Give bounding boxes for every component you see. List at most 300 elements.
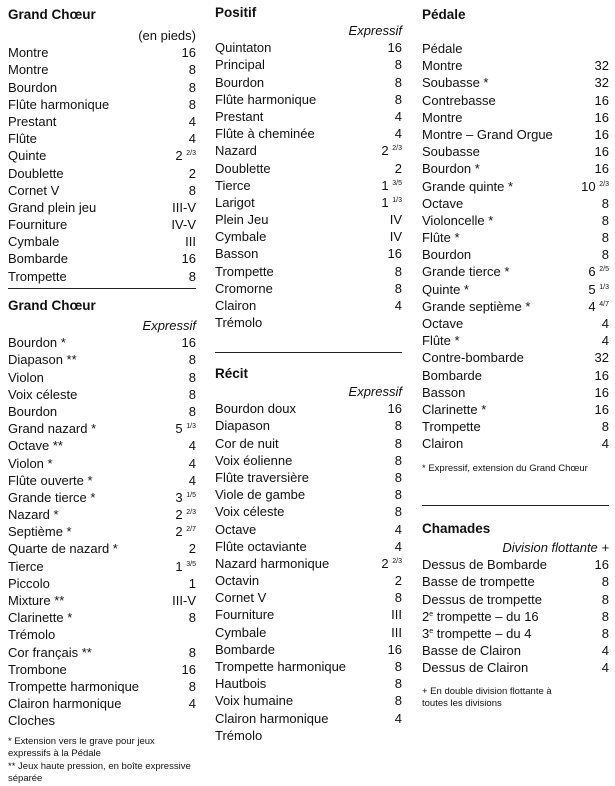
- division-subtitle: (en pieds): [138, 28, 196, 43]
- stop-pitch-value: 8: [394, 418, 402, 434]
- stop-pitch: [588, 298, 609, 315]
- stop-pitch-value: 4: [394, 521, 402, 537]
- stop-name: Grande tierce *: [8, 489, 96, 505]
- stop-row: [422, 384, 609, 401]
- stop-name: Clarinette *: [8, 610, 73, 626]
- stop-pitch: [581, 178, 609, 195]
- stop-pitch-fraction: 2/3: [599, 180, 609, 188]
- stop-row: [215, 521, 402, 538]
- stop-pitch-value: 8: [394, 659, 402, 674]
- stop-pitch-value: 4: [601, 436, 609, 452]
- stop-pitch: [189, 403, 196, 420]
- division-title: Chamades: [422, 521, 491, 536]
- stop-name: Grande tierce *: [422, 264, 510, 280]
- stop-row: [215, 228, 402, 245]
- stop-pitch: [395, 125, 402, 142]
- stop-pitch-value: 16: [181, 335, 196, 351]
- stop-row: [215, 314, 402, 331]
- stop-name: Bourdon: [8, 79, 58, 95]
- stop-row: [422, 40, 609, 57]
- stop-row: [422, 625, 609, 642]
- stop-pitch: [395, 589, 402, 606]
- stop-pitch-value: 16: [181, 251, 196, 267]
- stop-pitch: [395, 56, 402, 73]
- stop-row: [422, 298, 609, 315]
- stop-row: [215, 658, 402, 675]
- stop-pitch: [395, 280, 402, 297]
- stop-row: [422, 126, 609, 143]
- stop-name: Octave: [422, 195, 464, 211]
- footnote: ** Jeux haute pression, en boîte expressive séparée: [8, 760, 191, 784]
- stop-pitch-value: 8: [601, 608, 609, 624]
- stop-pitch: [395, 74, 402, 91]
- stop-name: Flûte *: [422, 333, 460, 349]
- stop-row: [8, 455, 196, 472]
- stop-pitch-fraction: 3/5: [392, 179, 402, 187]
- stop-pitch: [172, 199, 196, 216]
- stop-pitch-value: IV: [389, 229, 402, 245]
- stop-name: Clairon: [422, 436, 464, 452]
- stop-pitch: [395, 160, 402, 177]
- stop-row: [8, 386, 196, 403]
- stop-name: Mixture **: [8, 593, 65, 608]
- stop-row: [8, 96, 196, 113]
- stop-row: [215, 641, 402, 658]
- stop-pitch-value: 8: [394, 676, 402, 692]
- stop-row: [215, 727, 402, 744]
- stop-name-ordinal-suffix: e: [429, 627, 434, 635]
- stop-pitch-fraction: 2/3: [186, 150, 196, 158]
- stop-row: [215, 194, 402, 211]
- stop-row: [422, 143, 609, 160]
- stop-name: Cromorne: [215, 280, 273, 296]
- stop-name: Bourdon: [215, 74, 265, 90]
- stop-row: [8, 79, 196, 96]
- stop-pitch: [602, 332, 609, 349]
- stop-pitch-fraction: 1/3: [599, 283, 609, 291]
- stop-pitch-value: 8: [601, 574, 609, 590]
- stop-row: [215, 108, 402, 125]
- stop-name: Cloches: [8, 713, 55, 729]
- stop-name: Dessus de trompette: [422, 591, 542, 607]
- footnote: * Extension vers le grave pour jeux expressifs à la Pédale: [8, 735, 155, 759]
- stop-name: Flûte harmonique: [8, 96, 110, 112]
- stop-pitch: [395, 538, 402, 555]
- stop-name: Voix humaine: [215, 693, 294, 709]
- stop-name: Montre: [8, 45, 49, 61]
- stop-pitch: [189, 182, 196, 199]
- stop-pitch-value: 2: [381, 555, 389, 571]
- stop-name: Grand nazard *: [8, 421, 97, 437]
- stop-row: [422, 573, 609, 590]
- stop-pitch: [602, 315, 609, 332]
- stop-pitch: [395, 452, 402, 469]
- stop-name: Bombarde: [215, 641, 275, 657]
- stop-name: Piccolo: [8, 575, 50, 591]
- stop-pitch: [175, 558, 196, 575]
- stop-pitch: [189, 609, 196, 626]
- division-recit: [215, 365, 402, 744]
- stop-row: [215, 503, 402, 520]
- stop-row: [215, 417, 402, 434]
- stop-pitch: [189, 96, 196, 113]
- stop-row: [8, 420, 196, 437]
- stop-row: [8, 575, 196, 592]
- stop-pitch-value: 4: [394, 710, 402, 726]
- stop-name: Bourdon: [8, 403, 58, 419]
- stop-pitch-value: 8: [601, 212, 609, 228]
- stop-pitch-value: 8: [601, 625, 609, 641]
- stop-name: Principal: [215, 57, 265, 73]
- stop-pitch: [189, 678, 196, 695]
- stop-pitch: [595, 556, 609, 573]
- stop-name: Basson: [215, 246, 259, 262]
- stop-pitch: [182, 334, 196, 351]
- stop-row: [422, 178, 609, 195]
- stop-pitch: [189, 165, 196, 182]
- stop-row: [8, 268, 196, 285]
- stop-pitch-value: 16: [594, 144, 609, 160]
- stop-pitch: [189, 695, 196, 712]
- stop-name: Violoncelle *: [422, 212, 494, 228]
- stop-name-rest: trompette – du 4: [433, 625, 532, 641]
- stop-pitch-value: 10: [581, 178, 596, 194]
- stop-pitch-value: 16: [387, 641, 402, 657]
- stop-row: [8, 61, 196, 78]
- stop-row: [215, 606, 402, 623]
- stop-name: Quinte: [8, 148, 47, 164]
- stop-pitch: [391, 624, 402, 641]
- stop-name: Larigot: [215, 194, 255, 210]
- stop-pitch-value: 1: [381, 177, 389, 193]
- stop-pitch-value: 4: [394, 126, 402, 142]
- stop-row: [8, 351, 196, 368]
- stop-name: Trémolo: [215, 315, 263, 331]
- stop-pitch: [602, 573, 609, 590]
- stop-pitch: [595, 349, 609, 366]
- stop-row: [8, 165, 196, 182]
- stop-pitch: [602, 659, 609, 676]
- division-positif: [215, 4, 402, 331]
- stop-name: Grande quinte *: [422, 178, 514, 194]
- stop-pitch-value: 3: [175, 489, 183, 505]
- stop-pitch-value: IV-V: [171, 217, 196, 233]
- stop-pitch-value: 32: [594, 75, 609, 91]
- stop-name: Flûte octaviante: [215, 538, 307, 554]
- stop-row: [8, 199, 196, 216]
- stop-name: Quintaton: [215, 40, 272, 56]
- stop-name: Trémolo: [215, 727, 263, 743]
- stop-name: Octave: [215, 521, 257, 537]
- stop-row: [422, 246, 609, 263]
- stop-pitch-value: III-V: [172, 593, 196, 608]
- stop-pitch: [602, 212, 609, 229]
- stop-pitch-value: 2: [175, 524, 183, 540]
- stop-pitch: [602, 642, 609, 659]
- stop-row: [8, 523, 196, 540]
- stop-name: Contre-bombarde: [422, 350, 524, 366]
- stop-pitch-fraction: 1/3: [186, 423, 196, 431]
- divider: [422, 505, 609, 506]
- stop-pitch: [182, 250, 196, 267]
- stop-row: [422, 195, 609, 212]
- stop-name: Nazard *: [8, 507, 59, 523]
- stop-name: Flûte ouverte *: [8, 472, 93, 488]
- stop-pitch: [175, 420, 196, 437]
- stop-pitch-value: 4: [188, 438, 196, 454]
- stop-name: Prestant: [215, 108, 264, 124]
- stop-pitch-value: 2: [394, 573, 402, 589]
- stop-row: [215, 263, 402, 280]
- stop-pitch-value: 8: [394, 590, 402, 606]
- stop-pitch-value: 16: [387, 401, 402, 417]
- stop-pitch-value: 8: [188, 352, 196, 368]
- stop-pitch: [395, 297, 402, 314]
- stop-row: [422, 92, 609, 109]
- stop-pitch-value: 2: [394, 160, 402, 176]
- stop-pitch-value: 8: [188, 610, 196, 626]
- footnote: * Expressif, extension du Grand Chœur: [422, 462, 588, 474]
- division-title: Positif: [215, 5, 257, 20]
- stop-name: Montre: [422, 109, 463, 125]
- stop-pitch-value: 4: [188, 696, 196, 712]
- stop-row: [215, 589, 402, 606]
- stop-row: [8, 250, 196, 267]
- stop-pitch: [595, 143, 609, 160]
- stop-pitch-value: IV: [389, 212, 402, 228]
- stop-pitch: [395, 263, 402, 280]
- stop-row: [8, 558, 196, 575]
- division-subtitle: Expressif: [348, 23, 402, 38]
- stop-pitch-fraction: 2/5: [599, 266, 609, 274]
- stop-name: Tierce: [215, 177, 251, 193]
- stop-name: Prestant: [8, 113, 57, 129]
- stop-list: [215, 39, 402, 331]
- stop-name: Viole de gambe: [215, 487, 306, 503]
- stop-name: Septième *: [8, 524, 72, 540]
- stop-row: [422, 281, 609, 298]
- stop-pitch: [595, 384, 609, 401]
- division-subtitle: Expressif: [348, 384, 402, 399]
- stop-pitch-value: 5: [588, 281, 596, 297]
- stop-pitch-fraction: 4/7: [599, 300, 609, 308]
- stop-pitch-value: 8: [188, 403, 196, 419]
- stop-pitch-fraction: 2/3: [392, 145, 402, 153]
- stop-name: Basse de Clairon: [422, 643, 521, 659]
- stop-pitch: [172, 592, 196, 609]
- stop-row: [422, 212, 609, 229]
- stop-row: [422, 418, 609, 435]
- stop-name-ordinal: 2: [422, 608, 430, 624]
- stop-pitch: [189, 61, 196, 78]
- stop-name: Trombone: [8, 661, 67, 677]
- stop-row: [422, 591, 609, 608]
- stop-pitch: [395, 486, 402, 503]
- stop-row: [215, 400, 402, 417]
- stop-name: Flûte harmonique: [215, 91, 317, 107]
- stop-name: Octavin: [215, 573, 260, 589]
- stop-name: Flûte à cheminée: [215, 126, 315, 142]
- stop-pitch: [171, 216, 196, 233]
- stop-row: [422, 74, 609, 91]
- stop-pitch: [189, 540, 196, 557]
- stop-pitch: [595, 109, 609, 126]
- stop-row: [215, 675, 402, 692]
- stop-row: [8, 130, 196, 147]
- stop-row: [215, 538, 402, 555]
- stop-pitch: [595, 74, 609, 91]
- stop-pitch: [395, 710, 402, 727]
- stop-pitch-fraction: 3/5: [186, 560, 196, 568]
- stop-row: [422, 556, 609, 573]
- stop-name: Clairon harmonique: [215, 710, 329, 726]
- stop-row: [8, 403, 196, 420]
- stop-pitch: [395, 572, 402, 589]
- stop-row: [215, 572, 402, 589]
- stop-row: [215, 486, 402, 503]
- stop-name: [422, 625, 531, 642]
- stop-row: [8, 661, 196, 678]
- stop-row: [8, 609, 196, 626]
- stop-row: [8, 182, 196, 199]
- stop-row: [215, 39, 402, 56]
- stop-pitch-value: 16: [594, 384, 609, 400]
- stop-pitch: [182, 44, 196, 61]
- stop-pitch-fraction: 2/3: [392, 557, 402, 565]
- stop-row: [422, 57, 609, 74]
- stop-pitch: [388, 245, 402, 262]
- stop-pitch-value: 16: [594, 126, 609, 142]
- stop-row: [215, 710, 402, 727]
- stop-name-rest: trompette – du 16: [433, 608, 539, 624]
- stop-name: Nazard harmonique: [215, 555, 330, 571]
- stop-pitch: [595, 92, 609, 109]
- stop-pitch: [390, 211, 402, 228]
- stop-row: [422, 349, 609, 366]
- stop-pitch: [175, 523, 196, 540]
- stop-name: Trompette harmonique: [215, 659, 347, 674]
- stop-pitch-value: 8: [188, 79, 196, 95]
- stop-row: [215, 74, 402, 91]
- stop-pitch-value: 8: [394, 504, 402, 520]
- stop-name: Pédale: [422, 41, 463, 56]
- stop-name: Doublette: [8, 165, 64, 181]
- division-grand-choeur-expressif: [8, 297, 196, 786]
- stop-pitch-fraction: 1/3: [392, 196, 402, 204]
- stop-row: [8, 678, 196, 695]
- stop-name: Clarinette *: [422, 401, 487, 417]
- stop-pitch: [395, 469, 402, 486]
- stop-pitch: [381, 555, 402, 572]
- stop-pitch-value: 16: [387, 40, 402, 56]
- stop-name: Flûte *: [422, 230, 460, 246]
- stop-pitch: [175, 147, 196, 164]
- stop-name: Dessus de Bombarde: [422, 557, 548, 573]
- stop-row: [8, 489, 196, 506]
- stop-pitch-value: 1: [381, 194, 389, 210]
- stop-pitch: [602, 625, 609, 642]
- stop-pitch-value: 8: [601, 419, 609, 435]
- stop-name: Cornet V: [8, 182, 60, 198]
- stop-row: [215, 452, 402, 469]
- stop-name: Soubasse *: [422, 75, 489, 91]
- stop-pitch: [189, 437, 196, 454]
- stop-row: [8, 369, 196, 386]
- stop-pitch-value: 1: [188, 575, 196, 591]
- stop-name: Cor de nuit: [215, 435, 279, 451]
- stop-name: Fourniture: [215, 607, 275, 623]
- stop-pitch: [588, 263, 609, 280]
- stop-pitch-value: 4: [588, 298, 596, 314]
- stop-row: [215, 211, 402, 228]
- stop-name: Soubasse: [422, 144, 480, 160]
- stop-row: [8, 626, 196, 643]
- stop-name: Flûte: [8, 131, 37, 147]
- stop-row: [422, 435, 609, 452]
- division-title: Pédale: [422, 7, 466, 22]
- stop-row: [215, 160, 402, 177]
- stop-pitch-value: 4: [601, 333, 609, 349]
- stop-name: Trompette: [422, 419, 481, 435]
- stop-pitch-value: 2: [175, 148, 183, 164]
- stop-name: Plein Jeu: [215, 212, 269, 228]
- stop-pitch: [602, 591, 609, 608]
- stop-pitch-value: 16: [594, 161, 609, 177]
- stop-pitch-fraction: 2/7: [186, 526, 196, 534]
- stop-list: [8, 334, 196, 729]
- stop-pitch-value: 16: [594, 109, 609, 125]
- stop-pitch-value: 4: [601, 316, 609, 331]
- stop-row: [422, 608, 609, 625]
- stop-name-ordinal-suffix: e: [429, 610, 434, 618]
- stop-row: [422, 659, 609, 676]
- stop-name: Violon *: [8, 455, 53, 471]
- stop-pitch: [189, 351, 196, 368]
- stop-name: Tierce: [8, 558, 44, 574]
- stop-pitch-value: 8: [394, 487, 402, 503]
- stop-pitch-value: III-V: [172, 199, 196, 215]
- stop-pitch-value: 2: [175, 507, 183, 523]
- stop-pitch-value: III: [391, 624, 402, 640]
- stop-pitch-value: 8: [601, 230, 609, 246]
- stop-pitch: [395, 91, 402, 108]
- stop-list: [422, 40, 609, 453]
- stop-pitch-value: 5: [175, 421, 183, 437]
- stop-name: Bombarde: [8, 251, 68, 267]
- stop-row: [422, 332, 609, 349]
- stop-pitch: [175, 489, 196, 506]
- stop-name: Cor français **: [8, 644, 92, 660]
- stop-row: [422, 642, 609, 659]
- stop-name: Flûte traversière: [215, 469, 309, 485]
- stop-row: [422, 315, 609, 332]
- divider: [8, 288, 196, 289]
- stop-pitch-value: 8: [188, 678, 196, 694]
- stop-name: Clairon: [215, 298, 257, 313]
- stop-pitch: [388, 400, 402, 417]
- stop-pitch: [602, 195, 609, 212]
- stop-pitch-value: 8: [394, 57, 402, 73]
- stop-pitch: [395, 521, 402, 538]
- stop-name: Violon: [8, 369, 44, 385]
- stop-row: [215, 555, 402, 572]
- stop-pitch: [189, 575, 196, 592]
- stop-pitch-value: 16: [594, 557, 609, 573]
- stop-pitch-value: 16: [594, 92, 609, 108]
- stop-row: [8, 113, 196, 130]
- stop-pitch-value: 4: [394, 538, 402, 554]
- stop-pitch-value: 8: [188, 386, 196, 402]
